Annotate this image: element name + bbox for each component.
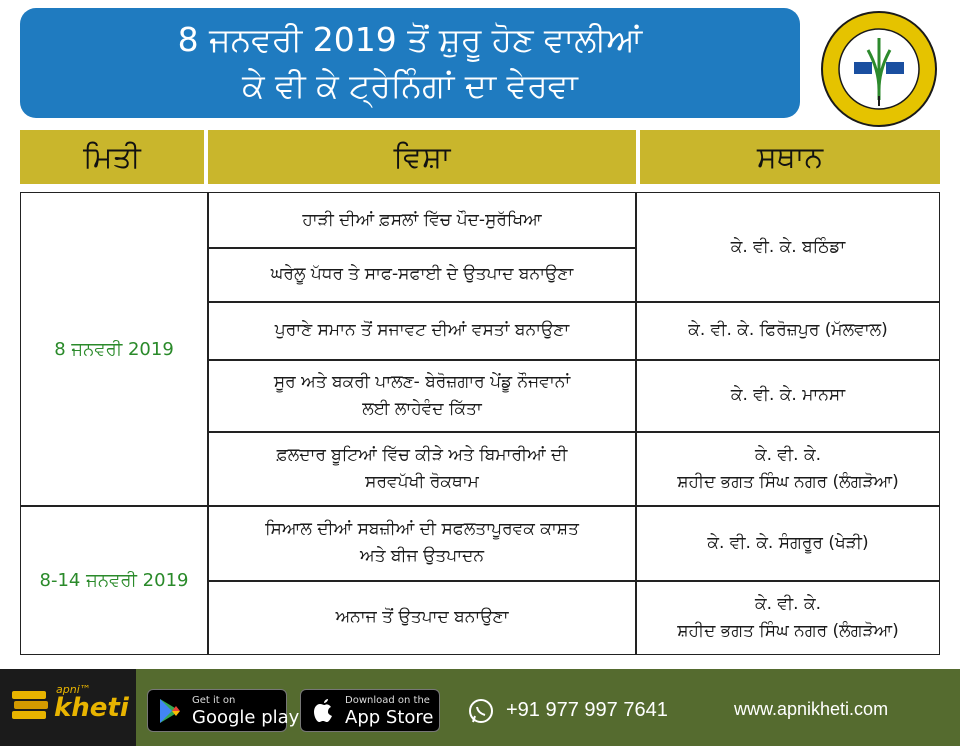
subject-text: ਸਿਆਲ ਦੀਆਂ ਸਬਜ਼ੀਆਂ ਦੀ ਸਫਲਤਾਪੂਰਵਕ ਕਾਸ਼ਤ [265, 519, 579, 539]
place-cell [637, 360, 939, 431]
subject-text: ਲਈ ਲਾਹੇਵੰਦ ਕਿੱਤਾ [362, 398, 482, 419]
place-text: ਕੇ. ਵੀ. ਕੇ. ਮਾਨਸਾ [730, 385, 846, 405]
subject-text: ਹਾੜੀ ਦੀਆਂ ਫ਼ਸਲਾਂ ਵਿੱਚ ਪੌਦ-ਸੁਰੱਖਿਆ [302, 209, 542, 230]
header-date: ਮਿਤੀ [20, 130, 204, 184]
title-line-1: 8 ਜਨਵਰੀ 2019 ਤੋਂ ਸ਼ੁਰੂ ਹੋਣ ਵਾਲੀਆਂ [177, 20, 643, 59]
training-table [20, 192, 940, 655]
subject-text: ਸਰਵਪੱਖੀ ਰੋਕਥਾਮ [365, 471, 479, 492]
brand-main-text: kheti [54, 693, 129, 723]
date-text: 8 ਜਨਵਰੀ 2019 [54, 338, 174, 360]
title-banner [20, 8, 800, 118]
apple-small-text: Download on the [345, 695, 430, 706]
phone-number[interactable]: +91 977 997 7641 [506, 699, 668, 721]
subject-text: ਅਨਾਜ ਤੋਂ ਉਤਪਾਦ ਬਨਾਉਣਾ [335, 607, 509, 627]
footer-bar [0, 669, 960, 746]
date-cell [21, 193, 207, 505]
google-play-button[interactable] [147, 689, 300, 732]
website-link[interactable]: www.apnikheti.com [734, 699, 889, 719]
place-text: ਸ਼ਹੀਦ ਭਗਤ ਸਿੰਘ ਨਗਰ (ਲੰਗੜੋਆ) [677, 620, 899, 641]
place-text: ਕੇ. ਵੀ. ਕੇ. [755, 593, 821, 614]
subject-text: ਘਰੇਲੂ ਪੱਧਰ ਤੇ ਸਾਫ-ਸਫਾਈ ਦੇ ਉਤਪਾਦ ਬਨਾਉਣਾ [270, 264, 574, 284]
place-text: ਕੇ. ਵੀ. ਕੇ. [755, 444, 821, 465]
place-text: ਸ਼ਹੀਦ ਭਗਤ ਸਿੰਘ ਨਗਰ (ਲੰਗੜੋਆ) [677, 471, 899, 492]
book-stack-icon [10, 685, 50, 725]
subject-cell [209, 193, 635, 247]
place-cell [637, 302, 939, 359]
apple-icon [309, 697, 337, 725]
apple-main-text: App Store [345, 707, 434, 728]
place-cell [637, 432, 939, 505]
subject-text: ਸੂਰ ਅਤੇ ਬਕਰੀ ਪਾਲਣ- ਬੇਰੋਜ਼ਗਾਰ ਪੇਂਡੂ ਨੌਜਵਾਨਾਂ [273, 371, 571, 392]
google-main-text: Google play [192, 707, 300, 728]
subject-text: ਅਤੇ ਬੀਜ ਉਤਪਾਦਨ [359, 546, 484, 566]
place-text: ਕੇ. ਵੀ. ਕੇ. ਫਿਰੋਜ਼ਪੁਰ (ਮੱਲਵਾਲ) [688, 320, 888, 340]
place-cell [637, 193, 939, 301]
app-store-button[interactable] [300, 689, 440, 732]
table-header-row [20, 130, 940, 184]
place-text: ਕੇ. ਵੀ. ਕੇ. ਬਠਿੰਡਾ [730, 236, 846, 257]
date-text: 8-14 ਜਨਵਰੀ 2019 [39, 569, 189, 591]
header-subject: ਵਿਸ਼ਾ [208, 130, 636, 184]
place-cell [637, 506, 939, 580]
subject-cell [209, 360, 635, 431]
header-place: ਸਥਾਨ [640, 130, 940, 184]
university-logo [818, 10, 940, 128]
title-line-2: ਕੇ ਵੀ ਕੇ ਟ੍ਰੇਨਿੰਗਾਂ ਦਾ ਵੇਰਵਾ [242, 66, 578, 105]
subject-cell [209, 302, 635, 359]
place-text: ਕੇ. ਵੀ. ਕੇ. ਸੰਗਰੂਰ (ਖੇੜੀ) [707, 532, 869, 553]
google-play-icon [156, 697, 184, 725]
subject-cell [209, 506, 635, 580]
date-cell [21, 506, 207, 654]
google-small-text: Get it on [192, 695, 236, 706]
brand-logo[interactable] [0, 669, 136, 746]
subject-cell [209, 432, 635, 505]
brand-small-text: apni™ [56, 683, 91, 696]
subject-cell [209, 248, 635, 301]
subject-cell [209, 581, 635, 654]
place-cell [637, 581, 939, 654]
subject-text: ਪੁਰਾਣੇ ਸਮਾਨ ਤੋਂ ਸਜਾਵਟ ਦੀਆਂ ਵਸਤਾਂ ਬਨਾਉਣਾ [274, 320, 570, 340]
subject-text: ਫ਼ਲਦਾਰ ਬੂਟਿਆਂ ਵਿੱਚ ਕੀੜੇ ਅਤੇ ਬਿਮਾਰੀਆਂ ਦੀ [276, 444, 568, 465]
whatsapp-icon [468, 698, 494, 724]
